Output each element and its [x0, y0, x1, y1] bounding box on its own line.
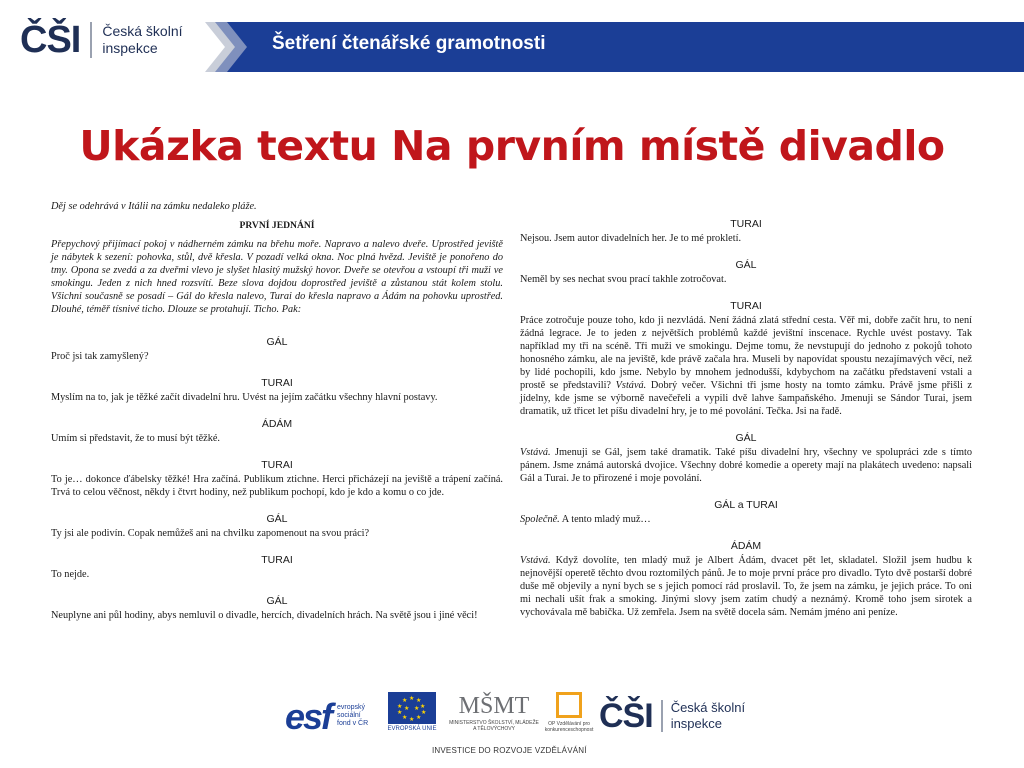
- logo-separator: [90, 22, 92, 58]
- msmt-caption: MINISTERSTVO ŠKOLSTVÍ, MLÁDEŽE A TĚLOVÝCHOVY: [449, 720, 539, 732]
- left-text-column: [51, 200, 503, 622]
- dialogue-line: [520, 314, 972, 418]
- op-logo: [545, 692, 593, 740]
- speaker-name: TURAI: [730, 218, 762, 230]
- csi-footer-logo: [599, 692, 745, 740]
- dialogue-line: Neměl by ses nechat svou prací takhle zotročovat.: [520, 274, 727, 285]
- speaker-name: GÁL: [266, 336, 288, 348]
- esf-logo-mark: esf: [285, 696, 332, 737]
- logo-name-line2: inspekce: [102, 40, 158, 56]
- dialogue-text: A tento mladý muž…: [561, 514, 651, 525]
- speaker-name: TURAI: [730, 300, 762, 312]
- speaker-name: GÁL: [735, 432, 757, 444]
- stage-note: Vstává.: [520, 555, 551, 566]
- intro-text: Děj se odehrává v Itálii na zámku nedaleko pláže.: [51, 201, 257, 212]
- esf-caption: evropský sociální fond v ČR: [337, 704, 369, 727]
- dialogue-text: Jmenuji se Gál, jsem také dramatik. Také píšu divadelní hry, všechny ve spolupráci zde s tímto pánem. Jsme známá autorská dvojice. Všechny dobré komedie a operety mají na plakátech uvedeno: napsali Gál a Turai. Je to přirozené i moje povolání.: [520, 447, 973, 484]
- speaker-name: GÁL: [266, 595, 288, 607]
- stage-note: Vstává.: [615, 380, 647, 391]
- investment-slogan: INVESTICE DO ROZVOJE VZDĚLÁVÁNÍ: [432, 746, 587, 755]
- footer-name-line2: inspekce: [670, 716, 722, 731]
- csi-footer-name: [671, 700, 745, 732]
- dialogue-line: To nejde.: [51, 569, 90, 580]
- dialogue-text: Dobrý večer. Všichni tři jsme hosty na tomto zámku. Právě jsme přišli z jídelny, kde jsme se výborně navečeřeli a vypili dvě lahve šampaňského. Jmenuji se Sándor Turai, jsem dramatik, už třicet let píšu divadelní hry, je to mé povolání. Tečka. Jsi na řadě.: [520, 380, 973, 417]
- speaker-name: GÁL: [735, 259, 757, 271]
- speaker-name: TURAI: [261, 554, 293, 566]
- dialogue-line: Umím si představit, že to musí být těžké.: [51, 433, 221, 444]
- csi-footer-mark: ČŠI: [599, 696, 653, 735]
- dialogue-line: [520, 554, 972, 619]
- dialogue-line: Neuplyne ani půl hodiny, abys nemluvil o divadle, hercích, divadelních hrách. Na světě jsou i jiné věci!: [51, 610, 478, 621]
- footer-name-line1: Česká školní: [670, 700, 746, 715]
- stage-note: Společně.: [520, 514, 560, 525]
- dialogue-text: Když dovolíte, ten mladý muž je Albert Ádám, dvacet pět let, skladatel. Složil jsem hudbu k nejnovější operetě těchto dvou roztomilých pánů. Je to moje první práce pro divadlo. Tyto dvě postarší dobré duše mě objevily a nyní bych se s jejich pomocí rád proslavil. To, že jsem na zámku, je jejich práce. To oni mi nechali ušít frak a smoking. Jinými slovy jsem zatím chudý a neznámý. Kromě toho jsem sirotek a vychovávala mě babička. Už zemřela. Jsem na světě docela sám. Nemám jméno ani peníze.: [520, 555, 972, 618]
- dialogue-line: [520, 513, 972, 526]
- eu-flag-icon: ★ ★ ★ ★ ★ ★ ★ ★ ★ ★ ★ ★: [388, 692, 436, 724]
- eu-logo: [381, 692, 443, 740]
- csi-logo-name: [102, 23, 182, 57]
- dialogue-line: Ty jsi ale podivín. Copak nemůžeš ani na chvilku zapomenout na svou práci?: [51, 528, 370, 539]
- footer-logos: [285, 690, 745, 742]
- dialogue-line: Myslím na to, jak je těžké začít divadelní hru. Uvést na jejím začátku všechny hlavní postavy.: [51, 392, 438, 403]
- csi-logo-mark: ČŠI: [20, 18, 81, 61]
- eu-caption: EVROPSKÁ UNIE: [387, 726, 437, 732]
- banner-chevron-decoration: [205, 22, 255, 72]
- csi-logo: [20, 18, 183, 62]
- stage-note: Vstává.: [520, 447, 551, 458]
- dialogue-line: Proč jsi tak zamyšlený?: [51, 351, 149, 362]
- stage-direction: Přepychový přijímací pokoj v nádherném zámku na břehu moře. Napravo a nalevo dveře. Uprostřed jeviště je nábytek k sezení: pohovka, stůl, dvě křesla. V pozadí velká okna. Noc plná hvězd. Jeviště je ponořeno do tmy. Opona se zvedá a za dveřmi vlevo je slyšet hlasitý mužský hovor. Dveře se otevřou a vstoupí tři muži ve smokingu. Jeden z nich hned rozsvítí. Beze slova dojdou doprostřed jeviště a zůstanou stát kolem stolu. Všichni současně se posadí – Gál do křesla nalevo, Turai do křesla napravo a Ádám na pohovku uprostřed. Dlouhé, téměř tísnivé ticho. Dlouze se protahují. Ticho. Pak:: [51, 239, 503, 315]
- esf-logo: [285, 692, 375, 740]
- op-caption: OP Vzdělávání pro konkurenceschopnost: [544, 721, 594, 733]
- msmt-logo: [449, 692, 539, 740]
- dialogue-line: Nejsou. Jsem autor divadelních her. Je to mé prokletí.: [520, 233, 742, 244]
- banner-title: Šetření čtenářské gramotnosti: [272, 33, 546, 54]
- speaker-name: TURAI: [261, 377, 293, 389]
- dialogue-text: Práce zotročuje pouze toho, kdo ji nezvládá. Není žádná zlatá střední cesta. Věř mi, dobře začít hru, to není žádná legrace. Je to jeden z největších problémů každé jevištní inscenace. Rychle uvést postavy. Tak například my tři na scéně. Tři muži ve smokingu. Dejme tomu, že nevstupují do jednoho z pokojů tohoto honosného zámku, ale na jeviště, kde právě začala hra. Museli by napovídat spoustu nezajímavých věcí, než by lidé pochopili, kdo jsme. Nebylo by mnohem jednodušší, kdybychom na začátku představení vstali a prostě se představili?: [520, 315, 972, 391]
- dialogue-line: [520, 446, 972, 485]
- speaker-name: TURAI: [261, 459, 293, 471]
- dialogue-line: To je… dokonce ďábelsky těžké! Hra začíná. Publikum ztichne. Herci přicházejí na jeviště a trápení začíná. Trvá to celou věčnost, někdy i čtvrt hodiny, než publikum pochopí, kdo je kdo a komu o co jde.: [51, 474, 503, 498]
- act-heading: PRVNÍ JEDNÁNÍ: [239, 220, 315, 231]
- speaker-name: ÁDÁM: [730, 540, 762, 552]
- logo-separator: [661, 700, 663, 732]
- page-title: Ukázka textu Na prvním místě divadlo: [79, 122, 945, 170]
- right-text-column: [520, 218, 972, 619]
- msmt-logo-mark: MŠMT: [458, 693, 530, 719]
- op-logo-icon: [556, 692, 582, 718]
- logo-name-line1: Česká školní: [102, 23, 183, 39]
- speaker-name: GÁL: [266, 513, 288, 525]
- speaker-name: ÁDÁM: [261, 418, 293, 430]
- speaker-name: GÁL a TURAI: [714, 499, 778, 511]
